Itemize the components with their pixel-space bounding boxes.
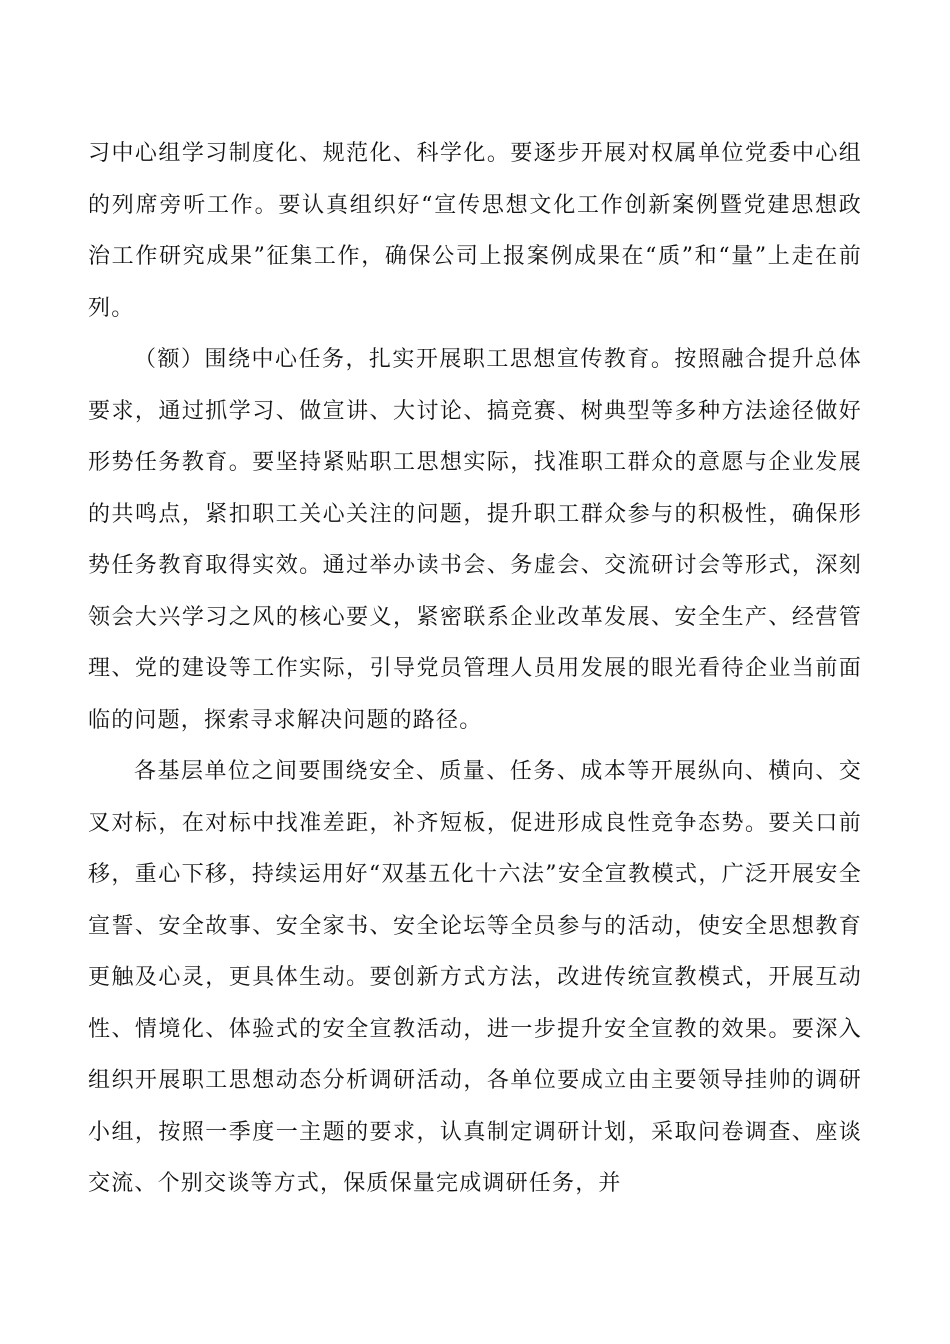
document-page [88,128,862,1210]
paragraph-continuation: 习中心组学习制度化、规范化、科学化。要逐步开展对权属单位党委中心组的列席旁听工作。要认真组织好“宣传思想文化工作创新案例暨党建思想政治工作研究成果”征集工作，确保公司上报案例成果在“质”和“量”上走在前列。 [88,141,862,321]
paragraph-body: 各基层单位之间要围绕安全、质量、任务、成本等开展纵向、横向、交叉对标，在对标中找准差距，补齐短板，促进形成良性竞争态势。要关口前移，重心下移，持续运用好“双基五化十六法”安全宣教模式，广泛开展安全宣誓、安全故事、安全家书、安全论坛等全员参与的活动，使安全思想教育更触及心灵，更具体生动。要创新方式方法，改进传统宣教模式，开展互动性、情境化、体验式的安全宣教活动，进一步提升安全宣教的效果。要深入组织开展职工思想动态分析调研活动，各单位要成立由主要领导挂帅的调研小组，按照一季度一主题的要求，认真制定调研计划，采取问卷调查、座谈交流、个别交谈等方式，保质保量完成调研任务，并 [88,759,862,1196]
paragraph-section: （额）围绕中心任务，扎实开展职工思想宣传教育。按照融合提升总体要求，通过抓学习、做宣讲、大讨论、搞竞赛、树典型等多种方法途径做好形势任务教育。要坚持紧贴职工思想实际，找准职工群众的意愿与企业发展的共鸣点，紧扣职工关心关注的问题，提升职工群众参与的积极性，确保形势任务教育取得实效。通过举办读书会、务虚会、交流研讨会等形式，深刻领会大兴学习之风的核心要义，紧密联系企业改革发展、安全生产、经营管理、党的建设等工作实际，引导党员管理人员用发展的眼光看待企业当前面临的问题，探索寻求解决问题的路径。 [88,347,862,733]
